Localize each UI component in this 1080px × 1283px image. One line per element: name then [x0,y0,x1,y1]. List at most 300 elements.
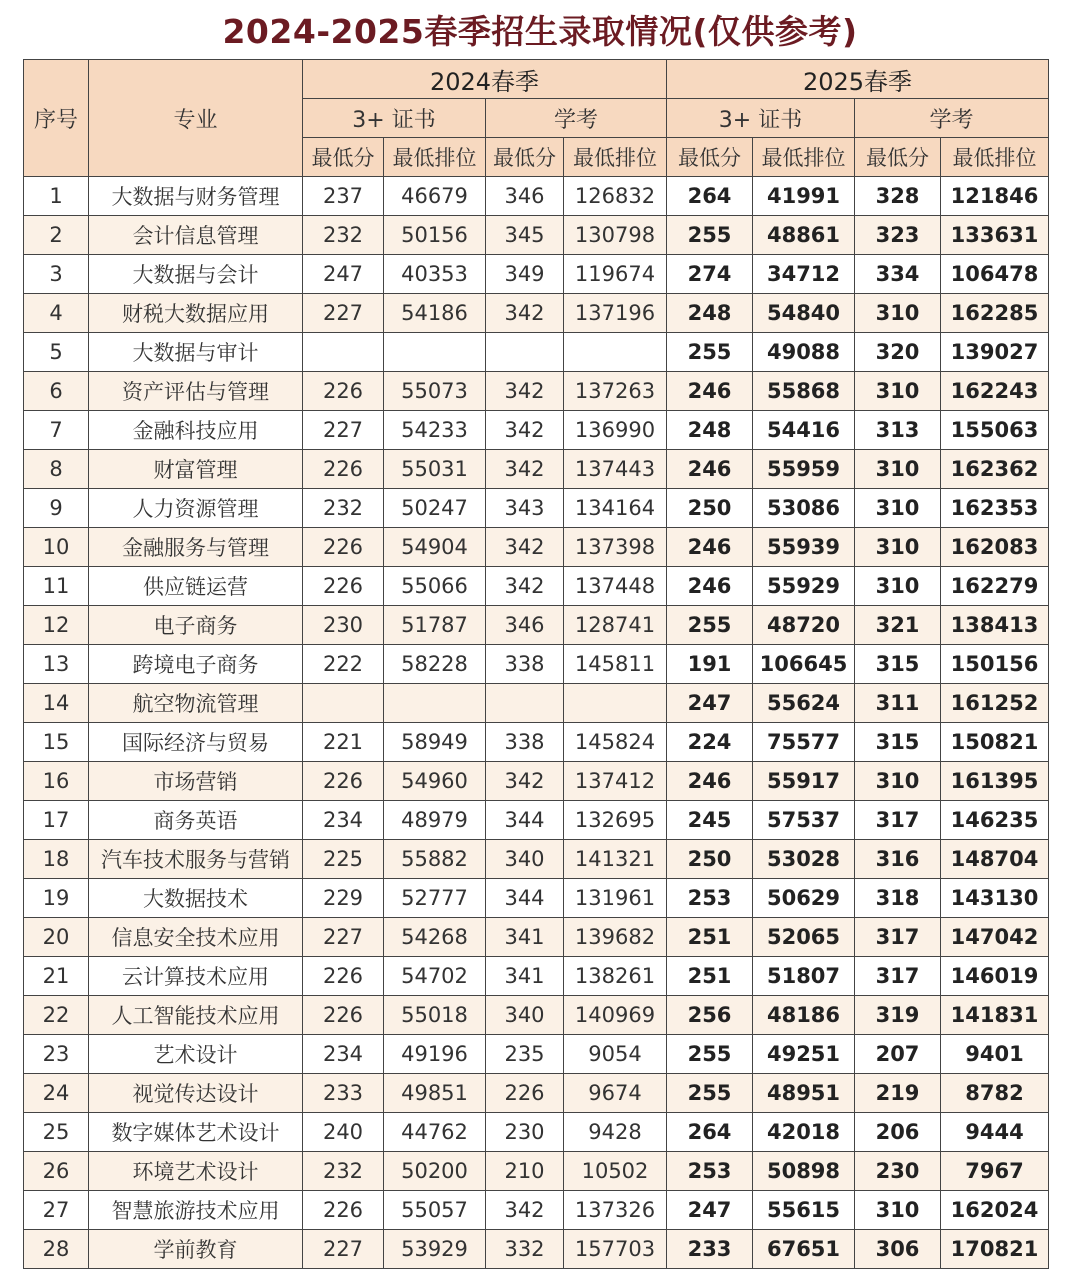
cell-major: 大数据技术 [89,879,303,918]
cell-2025-exam-min-rank: 162243 [941,372,1049,411]
cell-2025-exam-min-score: 310 [855,1191,941,1230]
cell-2025-exam-min-rank: 121846 [941,177,1049,216]
cell-2024-exam-min-score: 342 [486,450,564,489]
cell-major: 资产评估与管理 [89,372,303,411]
table-row [24,645,1049,684]
header-min-rank: 最低排位 [753,138,855,177]
cell-2025-exam-min-rank: 9444 [941,1113,1049,1152]
cell-2024-exam-min-rank: 137326 [564,1191,667,1230]
cell-2025-exam-min-score: 230 [855,1152,941,1191]
cell-2024-exam-min-score: 346 [486,177,564,216]
cell-2025-exam-min-rank: 161395 [941,762,1049,801]
cell-seq: 2 [24,216,89,255]
cell-2025-cert-min-rank: 67651 [753,1230,855,1269]
cell-2024-cert-min-score: 240 [303,1113,384,1152]
cell-2024-exam-min-rank: 126832 [564,177,667,216]
cell-seq: 11 [24,567,89,606]
cell-2025-exam-min-score: 317 [855,801,941,840]
cell-2025-exam-min-score: 318 [855,879,941,918]
cell-2024-cert-min-rank: 40353 [384,255,486,294]
cell-2024-exam-min-rank [564,333,667,372]
header-min-score: 最低分 [667,138,753,177]
cell-2025-exam-min-score: 310 [855,450,941,489]
cell-major: 信息安全技术应用 [89,918,303,957]
admission-table [23,59,1049,1269]
cell-2024-cert-min-rank: 55018 [384,996,486,1035]
table-row [24,372,1049,411]
cell-2024-exam-min-score: 342 [486,372,564,411]
cell-2025-exam-min-rank: 150821 [941,723,1049,762]
cell-2025-exam-min-score: 207 [855,1035,941,1074]
cell-seq: 17 [24,801,89,840]
header-min-rank: 最低排位 [384,138,486,177]
table-row [24,333,1049,372]
cell-2024-cert-min-rank: 50247 [384,489,486,528]
cell-2025-cert-min-rank: 48186 [753,996,855,1035]
header-2025-cert: 3+ 证书 [667,99,855,138]
table-row [24,879,1049,918]
cell-2025-cert-min-score: 264 [667,177,753,216]
cell-seq: 12 [24,606,89,645]
cell-major: 大数据与会计 [89,255,303,294]
cell-2025-exam-min-score: 321 [855,606,941,645]
cell-2025-cert-min-score: 274 [667,255,753,294]
table-row [24,1230,1049,1269]
cell-2024-cert-min-rank: 55057 [384,1191,486,1230]
cell-seq: 13 [24,645,89,684]
cell-2024-cert-min-score: 232 [303,1152,384,1191]
cell-2024-cert-min-score: 230 [303,606,384,645]
cell-2025-exam-min-score: 311 [855,684,941,723]
header-2024-cert: 3+ 证书 [303,99,486,138]
header-min-score: 最低分 [303,138,384,177]
table-row [24,528,1049,567]
cell-seq: 25 [24,1113,89,1152]
cell-2025-exam-min-score: 328 [855,177,941,216]
cell-2025-cert-min-score: 250 [667,840,753,879]
cell-2025-cert-min-rank: 42018 [753,1113,855,1152]
cell-2024-cert-min-score: 234 [303,801,384,840]
cell-2024-cert-min-score: 226 [303,762,384,801]
cell-major: 环境艺术设计 [89,1152,303,1191]
cell-2025-exam-min-rank: 162083 [941,528,1049,567]
cell-2025-exam-min-rank: 106478 [941,255,1049,294]
table-row [24,723,1049,762]
table-row [24,489,1049,528]
cell-2025-exam-min-score: 206 [855,1113,941,1152]
cell-2025-cert-min-score: 256 [667,996,753,1035]
cell-major: 财税大数据应用 [89,294,303,333]
cell-2025-cert-min-rank: 51807 [753,957,855,996]
cell-2024-cert-min-rank: 51787 [384,606,486,645]
cell-seq: 22 [24,996,89,1035]
cell-2025-cert-min-rank: 55959 [753,450,855,489]
cell-2024-exam-min-score: 342 [486,411,564,450]
cell-2025-cert-min-score: 250 [667,489,753,528]
cell-2024-cert-min-rank: 55066 [384,567,486,606]
cell-2025-exam-min-score: 323 [855,216,941,255]
cell-2025-exam-min-rank: 162353 [941,489,1049,528]
table-row [24,450,1049,489]
cell-major: 云计算技术应用 [89,957,303,996]
cell-2024-exam-min-score: 332 [486,1230,564,1269]
cell-2025-cert-min-rank: 55868 [753,372,855,411]
cell-2025-cert-min-rank: 55939 [753,528,855,567]
cell-2024-cert-min-score: 226 [303,567,384,606]
cell-2025-cert-min-rank: 54840 [753,294,855,333]
table-row [24,567,1049,606]
cell-2025-cert-min-score: 246 [667,372,753,411]
table-row [24,1191,1049,1230]
table-row [24,996,1049,1035]
cell-2024-exam-min-rank: 137448 [564,567,667,606]
cell-2024-exam-min-score: 342 [486,528,564,567]
table-row [24,294,1049,333]
cell-2025-cert-min-rank: 34712 [753,255,855,294]
cell-major: 市场营销 [89,762,303,801]
cell-seq: 26 [24,1152,89,1191]
cell-2025-exam-min-score: 319 [855,996,941,1035]
cell-2024-exam-min-score: 230 [486,1113,564,1152]
cell-2024-exam-min-score: 342 [486,762,564,801]
cell-2025-cert-min-score: 251 [667,918,753,957]
cell-2024-cert-min-rank: 50200 [384,1152,486,1191]
header-min-rank: 最低排位 [941,138,1049,177]
cell-major: 智慧旅游技术应用 [89,1191,303,1230]
cell-major: 跨境电子商务 [89,645,303,684]
cell-2025-cert-min-score: 264 [667,1113,753,1152]
cell-2024-cert-min-score: 222 [303,645,384,684]
cell-seq: 6 [24,372,89,411]
cell-major: 数字媒体艺术设计 [89,1113,303,1152]
cell-2024-cert-min-rank: 54904 [384,528,486,567]
cell-major: 财富管理 [89,450,303,489]
cell-2024-cert-min-score: 226 [303,996,384,1035]
cell-2025-exam-min-score: 320 [855,333,941,372]
cell-seq: 20 [24,918,89,957]
cell-2025-exam-min-score: 317 [855,918,941,957]
cell-2025-exam-min-score: 334 [855,255,941,294]
table-row [24,1152,1049,1191]
cell-seq: 4 [24,294,89,333]
cell-2025-exam-min-score: 316 [855,840,941,879]
cell-2025-exam-min-rank: 143130 [941,879,1049,918]
header-2025-exam: 学考 [855,99,1049,138]
cell-2024-cert-min-rank: 54268 [384,918,486,957]
cell-2024-exam-min-score: 338 [486,723,564,762]
cell-2025-exam-min-score: 306 [855,1230,941,1269]
cell-2025-exam-min-score: 315 [855,723,941,762]
table-row [24,801,1049,840]
cell-2024-cert-min-score: 226 [303,528,384,567]
cell-2025-cert-min-rank: 41991 [753,177,855,216]
cell-2025-exam-min-rank: 9401 [941,1035,1049,1074]
header-major: 专业 [89,60,303,177]
cell-2024-cert-min-rank: 49851 [384,1074,486,1113]
cell-2025-cert-min-rank: 52065 [753,918,855,957]
cell-2024-exam-min-rank [564,684,667,723]
cell-2025-cert-min-score: 255 [667,606,753,645]
cell-2024-exam-min-score [486,333,564,372]
table-row [24,1035,1049,1074]
cell-2024-exam-min-score: 343 [486,489,564,528]
cell-2024-cert-min-rank: 49196 [384,1035,486,1074]
cell-2025-exam-min-rank: 162285 [941,294,1049,333]
cell-2025-exam-min-rank: 147042 [941,918,1049,957]
cell-2024-exam-min-score: 345 [486,216,564,255]
cell-2024-exam-min-score: 344 [486,879,564,918]
cell-major: 大数据与审计 [89,333,303,372]
cell-2024-cert-min-score: 232 [303,489,384,528]
cell-seq: 9 [24,489,89,528]
cell-seq: 8 [24,450,89,489]
cell-2025-exam-min-rank: 138413 [941,606,1049,645]
cell-2025-cert-min-score: 245 [667,801,753,840]
cell-2025-cert-min-score: 246 [667,567,753,606]
cell-2024-exam-min-rank: 119674 [564,255,667,294]
cell-2024-exam-min-score: 341 [486,918,564,957]
table-row [24,762,1049,801]
cell-2024-exam-min-score: 210 [486,1152,564,1191]
cell-2025-cert-min-rank: 48720 [753,606,855,645]
cell-2024-exam-min-rank: 145811 [564,645,667,684]
table-row [24,411,1049,450]
cell-2025-cert-min-score: 246 [667,528,753,567]
cell-2025-cert-min-score: 247 [667,1191,753,1230]
cell-2024-exam-min-rank: 137443 [564,450,667,489]
cell-2025-cert-min-score: 247 [667,684,753,723]
cell-seq: 24 [24,1074,89,1113]
cell-2025-exam-min-score: 317 [855,957,941,996]
cell-2024-cert-min-score: 221 [303,723,384,762]
cell-2024-exam-min-rank: 137263 [564,372,667,411]
cell-major: 汽车技术服务与营销 [89,840,303,879]
cell-2024-exam-min-rank: 9054 [564,1035,667,1074]
cell-2024-exam-min-rank: 137398 [564,528,667,567]
cell-2025-cert-min-rank: 49088 [753,333,855,372]
table-row [24,177,1049,216]
cell-major: 人力资源管理 [89,489,303,528]
cell-2024-exam-min-rank: 139682 [564,918,667,957]
cell-2024-exam-min-rank: 131961 [564,879,667,918]
cell-2025-exam-min-score: 313 [855,411,941,450]
cell-2025-cert-min-score: 246 [667,762,753,801]
cell-seq: 27 [24,1191,89,1230]
cell-major: 大数据与财务管理 [89,177,303,216]
cell-seq: 28 [24,1230,89,1269]
cell-2025-exam-min-rank: 133631 [941,216,1049,255]
cell-2024-exam-min-rank: 141321 [564,840,667,879]
cell-2024-cert-min-rank: 54702 [384,957,486,996]
table-row [24,684,1049,723]
cell-seq: 7 [24,411,89,450]
cell-2024-cert-min-score: 227 [303,411,384,450]
table-row [24,606,1049,645]
cell-major: 艺术设计 [89,1035,303,1074]
cell-2024-cert-min-score: 232 [303,216,384,255]
cell-2025-exam-min-score: 310 [855,372,941,411]
cell-seq: 21 [24,957,89,996]
cell-major: 人工智能技术应用 [89,996,303,1035]
cell-2024-exam-min-rank: 128741 [564,606,667,645]
cell-2024-exam-min-score: 338 [486,645,564,684]
cell-seq: 10 [24,528,89,567]
cell-2024-cert-min-score: 226 [303,1191,384,1230]
page-title: 2024-2025春季招生录取情况(仅供参考) [222,12,858,51]
cell-2024-exam-min-rank: 9674 [564,1074,667,1113]
cell-2024-exam-min-score: 346 [486,606,564,645]
cell-2025-cert-min-rank: 49251 [753,1035,855,1074]
cell-2025-cert-min-rank: 106645 [753,645,855,684]
cell-2025-cert-min-rank: 55917 [753,762,855,801]
header-2024-exam: 学考 [486,99,667,138]
cell-2025-exam-min-score: 315 [855,645,941,684]
cell-2024-cert-min-score: 227 [303,1230,384,1269]
cell-2025-exam-min-rank: 150156 [941,645,1049,684]
header-min-score: 最低分 [855,138,941,177]
cell-seq: 16 [24,762,89,801]
cell-2024-cert-min-rank: 53929 [384,1230,486,1269]
table-row [24,1074,1049,1113]
cell-major: 电子商务 [89,606,303,645]
cell-2025-cert-min-rank: 75577 [753,723,855,762]
cell-2025-exam-min-rank: 148704 [941,840,1049,879]
cell-2024-cert-min-score: 237 [303,177,384,216]
cell-2024-cert-min-rank: 48979 [384,801,486,840]
cell-seq: 1 [24,177,89,216]
cell-2024-cert-min-score: 227 [303,918,384,957]
cell-2024-cert-min-score [303,333,384,372]
cell-2024-exam-min-score: 340 [486,840,564,879]
cell-2024-cert-min-rank [384,333,486,372]
cell-2024-cert-min-rank: 55031 [384,450,486,489]
cell-2025-cert-min-rank: 55929 [753,567,855,606]
cell-2024-cert-min-score: 226 [303,450,384,489]
cell-2025-cert-min-rank: 55624 [753,684,855,723]
cell-2025-exam-min-score: 310 [855,294,941,333]
cell-2024-cert-min-rank: 58228 [384,645,486,684]
cell-major: 会计信息管理 [89,216,303,255]
cell-major: 航空物流管理 [89,684,303,723]
cell-2024-cert-min-rank: 55882 [384,840,486,879]
table-row [24,255,1049,294]
cell-2024-exam-min-rank: 138261 [564,957,667,996]
cell-2024-cert-min-score: 233 [303,1074,384,1113]
header-year-2024: 2024春季 [303,60,667,99]
cell-seq: 23 [24,1035,89,1074]
cell-2025-cert-min-rank: 54416 [753,411,855,450]
cell-2024-exam-min-rank: 134164 [564,489,667,528]
table-row [24,216,1049,255]
cell-2025-exam-min-rank: 155063 [941,411,1049,450]
cell-2024-exam-min-rank: 9428 [564,1113,667,1152]
cell-2025-exam-min-rank: 161252 [941,684,1049,723]
cell-2025-exam-min-rank: 8782 [941,1074,1049,1113]
cell-2024-cert-min-rank: 58949 [384,723,486,762]
cell-2024-exam-min-rank: 10502 [564,1152,667,1191]
cell-2025-cert-min-score: 224 [667,723,753,762]
cell-2024-cert-min-rank: 50156 [384,216,486,255]
cell-2024-exam-min-rank: 145824 [564,723,667,762]
cell-2025-cert-min-score: 248 [667,411,753,450]
cell-2025-cert-min-score: 253 [667,1152,753,1191]
cell-2025-exam-min-score: 310 [855,567,941,606]
header-min-score: 最低分 [486,138,564,177]
cell-2025-cert-min-rank: 53028 [753,840,855,879]
table-body [24,177,1049,1269]
cell-2024-cert-min-rank: 54960 [384,762,486,801]
cell-2024-exam-min-score: 344 [486,801,564,840]
cell-2025-cert-min-rank: 57537 [753,801,855,840]
cell-2025-cert-min-rank: 55615 [753,1191,855,1230]
cell-2024-cert-min-rank: 54233 [384,411,486,450]
cell-2024-cert-min-score: 234 [303,1035,384,1074]
cell-2024-exam-min-rank: 137412 [564,762,667,801]
cell-2024-cert-min-score: 229 [303,879,384,918]
cell-2025-cert-min-rank: 50629 [753,879,855,918]
cell-2025-cert-min-score: 191 [667,645,753,684]
table-row [24,918,1049,957]
cell-seq: 14 [24,684,89,723]
cell-2025-cert-min-score: 255 [667,1074,753,1113]
cell-2024-exam-min-score: 342 [486,1191,564,1230]
cell-2024-cert-min-score: 226 [303,957,384,996]
cell-2024-exam-min-rank: 136990 [564,411,667,450]
cell-seq: 3 [24,255,89,294]
cell-seq: 19 [24,879,89,918]
cell-2025-cert-min-score: 255 [667,1035,753,1074]
cell-2024-exam-min-score: 340 [486,996,564,1035]
cell-major: 金融服务与管理 [89,528,303,567]
cell-2025-exam-min-score: 219 [855,1074,941,1113]
cell-2025-exam-min-rank: 141831 [941,996,1049,1035]
cell-2024-exam-min-rank: 132695 [564,801,667,840]
cell-2025-exam-min-score: 310 [855,528,941,567]
cell-2025-exam-min-rank: 162279 [941,567,1049,606]
cell-2024-cert-min-score: 247 [303,255,384,294]
cell-2024-exam-min-rank: 140969 [564,996,667,1035]
cell-major: 金融科技应用 [89,411,303,450]
cell-2024-exam-min-score: 342 [486,567,564,606]
cell-2025-cert-min-score: 251 [667,957,753,996]
cell-major: 商务英语 [89,801,303,840]
cell-2025-cert-min-score: 233 [667,1230,753,1269]
cell-2025-exam-min-rank: 170821 [941,1230,1049,1269]
cell-2024-cert-min-rank [384,684,486,723]
cell-seq: 18 [24,840,89,879]
header-min-rank: 最低排位 [564,138,667,177]
cell-2024-cert-min-rank: 54186 [384,294,486,333]
cell-2025-cert-min-score: 246 [667,450,753,489]
cell-2025-cert-min-score: 248 [667,294,753,333]
cell-2025-cert-min-rank: 48861 [753,216,855,255]
cell-2025-exam-min-rank: 146235 [941,801,1049,840]
cell-2025-exam-min-rank: 162362 [941,450,1049,489]
cell-major: 视觉传达设计 [89,1074,303,1113]
cell-2024-cert-min-rank: 52777 [384,879,486,918]
cell-2025-cert-min-rank: 50898 [753,1152,855,1191]
cell-2025-exam-min-rank: 139027 [941,333,1049,372]
cell-major: 学前教育 [89,1230,303,1269]
cell-2025-exam-min-score: 310 [855,489,941,528]
cell-2025-cert-min-rank: 48951 [753,1074,855,1113]
cell-2024-exam-min-rank: 137196 [564,294,667,333]
cell-2024-cert-min-score: 226 [303,372,384,411]
cell-seq: 15 [24,723,89,762]
cell-2025-exam-min-rank: 146019 [941,957,1049,996]
cell-2024-exam-min-rank: 157703 [564,1230,667,1269]
cell-2024-cert-min-rank: 46679 [384,177,486,216]
